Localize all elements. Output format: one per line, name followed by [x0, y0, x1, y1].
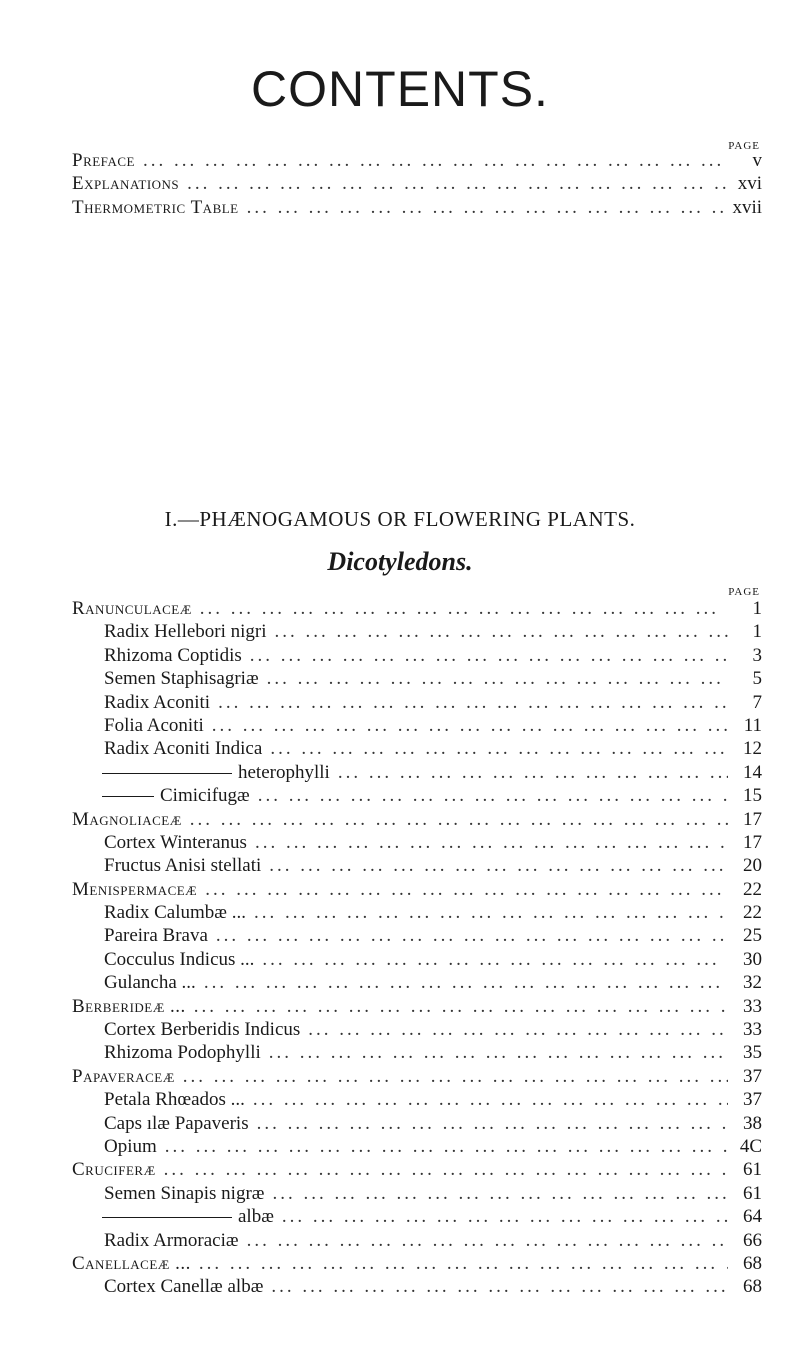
toc-row: [72, 972, 762, 995]
toc-entry-text: albæ: [238, 1206, 274, 1228]
toc-page-number: 37: [743, 1089, 762, 1111]
toc-entry-label: Radix Aconiti Indica: [104, 738, 263, 760]
toc-entry-label: Explanations: [72, 173, 180, 195]
toc-page-number: 30: [743, 948, 762, 970]
toc-page-number: 4C: [739, 1135, 762, 1157]
toc-row: [72, 1089, 762, 1112]
toc-entry-label: Cocculus Indicus ...: [104, 948, 255, 970]
toc-page-number: 7: [752, 691, 762, 713]
toc-entry-label: Cortex Canellæ albæ: [104, 1276, 264, 1298]
toc-entry-label: Papaveraceæ: [72, 1065, 175, 1087]
toc-entry-label: Semen Sinapis nigræ: [104, 1182, 265, 1204]
toc-page-number: 22: [743, 902, 762, 924]
dot-leader: [250, 645, 728, 667]
toc-page-number: 17: [743, 808, 762, 830]
toc-page-number: 33: [743, 995, 762, 1017]
toc-page-number: 15: [743, 785, 762, 807]
toc-row: [72, 1136, 762, 1159]
dot-leader: [267, 668, 728, 690]
toc-entry-label: Radix Armoraciæ: [104, 1229, 239, 1251]
toc-page-number: xvi: [737, 173, 762, 195]
section-heading: I.—PHÆNOGAMOUS OR FLOWERING PLANTS.: [164, 507, 636, 531]
dot-leader: [247, 197, 727, 219]
toc-row: [72, 1230, 762, 1253]
toc-page-number: 11: [743, 714, 762, 736]
toc-entry-label: Rhizoma Coptidis: [104, 644, 242, 666]
toc-page-number: 22: [743, 878, 762, 900]
toc-row: [72, 902, 762, 925]
toc-page-number: 68: [743, 1252, 762, 1274]
toc-row: [72, 1206, 762, 1229]
toc-row: [72, 668, 762, 691]
toc-row: [72, 1042, 762, 1065]
toc-row: [72, 832, 762, 855]
toc-row: [72, 1019, 762, 1042]
dot-leader: [258, 785, 728, 807]
toc-row: [72, 879, 762, 902]
toc-row: [72, 598, 762, 621]
toc-page-number: 20: [743, 855, 762, 877]
dot-leader: [218, 692, 728, 714]
dot-leader: [199, 1253, 728, 1275]
toc-entry-text: Cimicifugæ: [160, 785, 250, 807]
dot-leader: [254, 902, 728, 924]
toc-row: [72, 949, 762, 972]
page-column-header-2: PAGE: [728, 586, 760, 598]
toc-entry-label: Fructus Anisi stellati: [104, 855, 262, 877]
toc-entry-label: Canellaceæ ...: [72, 1252, 191, 1274]
dot-leader: [205, 879, 728, 901]
dot-leader: [216, 925, 728, 947]
toc-page-number: 61: [743, 1182, 762, 1204]
toc-row: [72, 621, 762, 644]
page-title: CONTENTS.: [251, 61, 549, 117]
toc-page-number: 61: [743, 1159, 762, 1181]
toc-entry-label: Petala Rhœados ...: [104, 1089, 245, 1111]
toc-row: [72, 996, 762, 1019]
dot-leader: [200, 598, 728, 620]
toc-row: [72, 715, 762, 738]
toc-entry-label: Cortex Winteranus: [104, 831, 247, 853]
ditto-dash: [102, 796, 154, 797]
dot-leader: [143, 150, 728, 172]
toc-entry-label: Semen Staphisagriæ: [104, 668, 259, 690]
dot-leader: [257, 1113, 728, 1135]
toc-page-number: 64: [743, 1206, 762, 1228]
dot-leader: [308, 1019, 728, 1041]
dot-leader: [204, 972, 728, 994]
toc-entry-label: Preface: [72, 150, 135, 171]
dot-leader: [269, 1042, 728, 1064]
toc-row: [72, 925, 762, 948]
toc-page-number: 17: [743, 831, 762, 853]
toc-page-number: 68: [743, 1276, 762, 1298]
toc-page-number: 38: [743, 1112, 762, 1134]
page-column-header: PAGE: [728, 140, 760, 152]
toc-row: [72, 197, 762, 220]
toc-row: [72, 1113, 762, 1136]
subheading: Dicotyledons.: [327, 547, 473, 576]
toc-entry-label: [72, 762, 330, 784]
toc-entry-label: [72, 785, 250, 807]
toc-entry-label: Gulancha ...: [104, 972, 196, 994]
dot-leader: [165, 1136, 728, 1158]
dot-leader: [253, 1089, 728, 1111]
dot-leader: [212, 715, 728, 737]
toc-row: [72, 692, 762, 715]
toc-row: [72, 762, 762, 785]
dot-leader: [194, 996, 728, 1018]
toc-row: [72, 645, 762, 668]
toc-page-number: 25: [743, 925, 762, 947]
dot-leader: [272, 1183, 728, 1205]
toc-entry-label: Radix Calumbæ ...: [104, 902, 246, 924]
toc-page-number: 35: [743, 1042, 762, 1064]
dot-leader: [255, 832, 728, 854]
toc-row: [72, 738, 762, 761]
toc-entry-label: Radix Aconiti: [104, 691, 211, 713]
dot-leader: [183, 1066, 728, 1088]
dot-leader: [190, 809, 728, 831]
toc-entry-label: [72, 1206, 274, 1228]
toc-page-number: 33: [743, 1019, 762, 1041]
dot-leader: [338, 762, 728, 784]
toc-page-number: xvii: [732, 196, 762, 218]
toc-page-number: 66: [743, 1229, 762, 1251]
dot-leader: [270, 738, 728, 760]
toc-page-number: 32: [743, 972, 762, 994]
toc-entry-label: Radix Hellebori nigri: [104, 621, 267, 643]
toc-row: [72, 785, 762, 808]
toc-page-number: 1: [752, 621, 762, 643]
toc-row: [72, 173, 762, 196]
ditto-dash: [102, 1217, 232, 1218]
toc-entry-label: Opium: [104, 1135, 157, 1157]
toc-entry-label: Rhizoma Podophylli: [104, 1042, 261, 1064]
dot-leader: [247, 1230, 728, 1252]
toc-row: [72, 150, 762, 173]
toc-entry-label: Thermometric Table: [72, 196, 239, 218]
toc-page-number: 5: [752, 668, 762, 690]
toc-page-number: v: [752, 150, 762, 171]
toc-entry-label: Ranunculaceæ: [72, 598, 192, 619]
toc-row: [72, 1159, 762, 1182]
dot-leader: [269, 855, 728, 877]
toc-row: [72, 1276, 762, 1299]
dot-leader: [164, 1159, 728, 1181]
dot-leader: [271, 1276, 728, 1298]
toc-row: [72, 1183, 762, 1206]
dot-leader: [187, 173, 728, 195]
toc-page-number: 1: [752, 598, 762, 619]
ditto-dash: [102, 773, 232, 774]
dot-leader: [282, 1206, 728, 1228]
toc-row: [72, 1066, 762, 1089]
toc-page-number: 37: [743, 1065, 762, 1087]
toc-row: [72, 1253, 762, 1276]
toc-entry-label: Cortex Berberidis Indicus: [104, 1019, 301, 1041]
dot-leader: [275, 621, 728, 643]
toc-entry-label: Caps ılæ Papaveris: [104, 1112, 249, 1134]
toc-entry-label: Berberideæ ...: [72, 995, 186, 1017]
toc-page-number: 3: [752, 644, 762, 666]
toc-row: [72, 809, 762, 832]
toc-row: [72, 855, 762, 878]
dot-leader: [262, 949, 728, 971]
toc-page-number: 12: [743, 738, 762, 760]
toc-entry-label: Folia Aconiti: [104, 714, 204, 736]
front-matter-list: [72, 150, 762, 220]
toc-entry-label: Pareira Brava: [104, 925, 208, 947]
entries-list: [72, 598, 762, 1300]
toc-entry-label: Cruciferæ: [72, 1159, 156, 1181]
toc-entry-label: Menispermaceæ: [72, 878, 198, 900]
toc-entry-label: Magnoliaceæ: [72, 808, 182, 830]
toc-entry-text: heterophylli: [238, 761, 330, 783]
toc-page-number: 14: [743, 761, 762, 783]
